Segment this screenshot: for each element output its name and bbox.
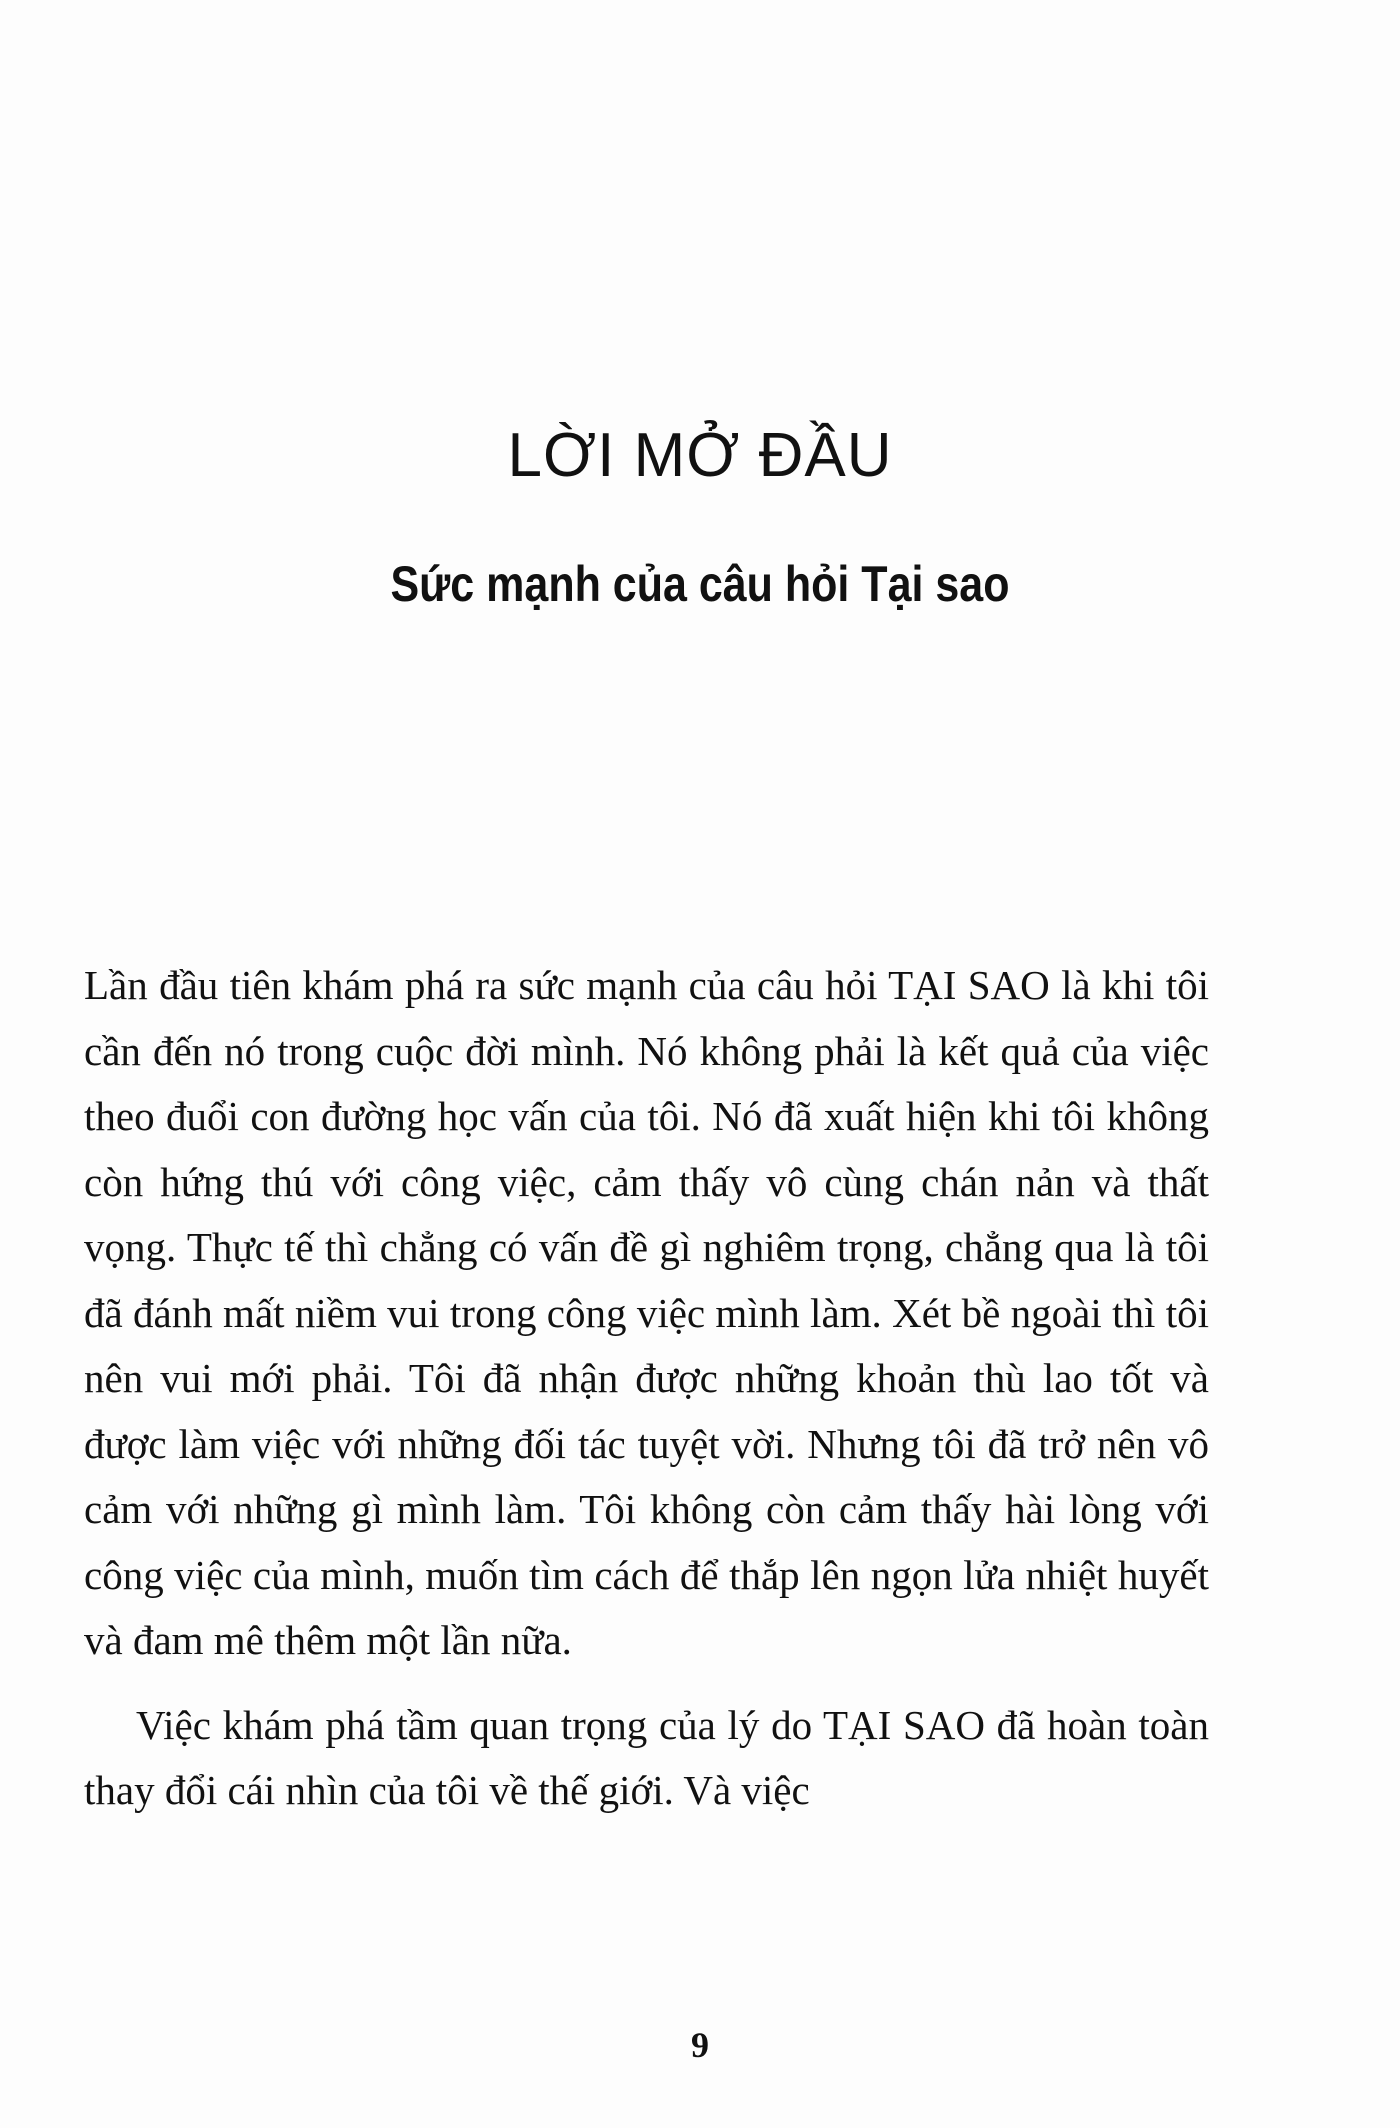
chapter-label: LỜI MỞ ĐẦU: [507, 421, 893, 490]
page-number: 9: [691, 2025, 709, 2065]
chapter-subtitle: Sức mạnh của câu hỏi Tại sao: [390, 556, 1010, 612]
paragraph-1: Lần đầu tiên khám phá ra sức mạnh của câu hỏi TẠI SAO là khi tôi cần đến nó trong cuộc đời mình. Nó không phải là kết quả của việc theo đuổi con đường học vấn của tôi. Nó đã xuất hiện khi tôi không còn hứng thú với công việc, cảm thấy vô cùng chán nản và thất vọng. Thực tế thì chẳng có vấn đề gì nghiêm trọng, chẳng qua là tôi đã đánh mất niềm vui trong công việc mình làm. Xét bề ngoài thì tôi nên vui mới phải. Tôi đã nhận được những khoản thù lao tốt và được làm việc với những đối tác tuyệt vời. Nhưng tôi đã trở nên vô cảm với những gì mình làm. Tôi không còn cảm thấy hài lòng với công việc của mình, muốn tìm cách để thắp lên ngọn lửa nhiệt huyết và đam mê thêm một lần nữa.: [84, 962, 1209, 1663]
paragraph-2: Việc khám phá tầm quan trọng của lý do TẠI SAO đã hoàn toàn thay đổi cái nhìn của tôi về thế giới. Và việc: [84, 1701, 1209, 1813]
body-text: [84, 953, 1209, 1824]
